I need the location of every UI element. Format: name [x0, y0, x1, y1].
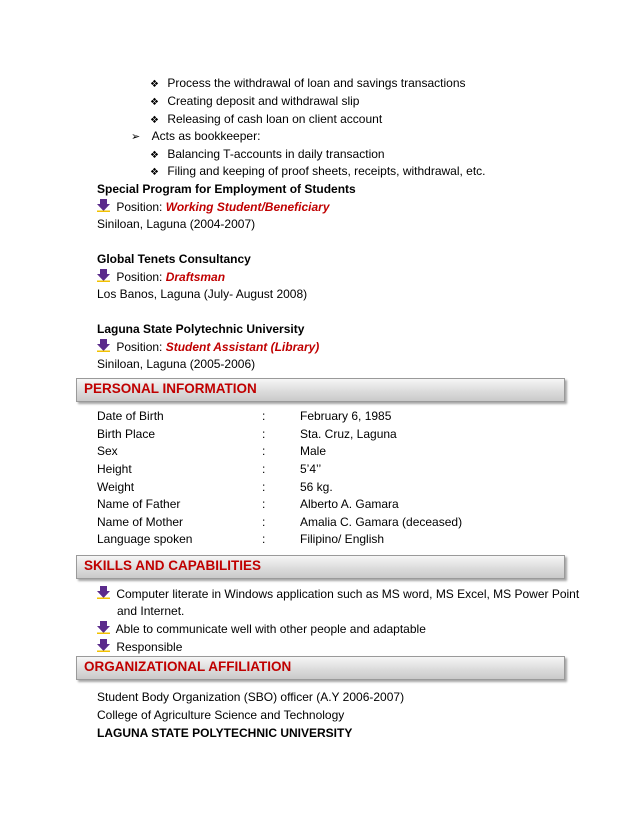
personal-info-row: Sex : Male: [97, 444, 327, 458]
sub-bullet-item: ❖ Balancing T-accounts in daily transaction: [150, 146, 385, 164]
skill-item: Responsible: [97, 638, 182, 655]
personal-info-row: Language spoken : Filipino/ English: [97, 532, 385, 546]
four-diamond-bullet-icon: ❖: [150, 97, 159, 108]
job-organization: Global Tenets Consultancy: [97, 252, 251, 266]
down-arrow-pin-icon: [97, 586, 113, 603]
skill-item: Able to communicate well with other people and adaptable: [97, 620, 426, 637]
personal-info-row: Name of Mother : Amalia C. Gamara (deceased): [97, 515, 463, 529]
job-position-line: Position: Student Assistant (Library): [97, 338, 319, 355]
sub-bullet-item: ❖ Filing and keeping of proof sheets, receipts, withdrawal, etc.: [150, 163, 486, 181]
job-location: Siniloan, Laguna (2005-2006): [97, 357, 256, 371]
job-position: Working Student/Beneficiary: [165, 200, 330, 214]
section-heading-skills: SKILLS AND CAPABILITIES: [76, 555, 565, 579]
four-diamond-bullet-icon: ❖: [150, 115, 159, 126]
job-position: Student Assistant (Library): [165, 340, 320, 354]
sub-bullet-item: ❖ Process the withdrawal of loan and savings transactions: [150, 75, 466, 93]
personal-info-row: Name of Father : Alberto A. Gamara: [97, 497, 399, 511]
skill-item-continuation: and Internet.: [117, 604, 185, 618]
down-arrow-pin-icon: [97, 339, 113, 356]
personal-info-row: Birth Place : Sta. Cruz, Laguna: [97, 427, 397, 441]
personal-info-row: Weight : 56 kg.: [97, 480, 333, 494]
down-arrow-pin-icon: [97, 639, 113, 656]
job-organization: Special Program for Employment of Students: [97, 182, 356, 196]
job-position-line: Position: Working Student/Beneficiary: [97, 198, 330, 215]
job-location: Siniloan, Laguna (2004-2007): [97, 217, 256, 231]
sub-bullet-item: ❖ Creating deposit and withdrawal slip: [150, 93, 359, 111]
four-diamond-bullet-icon: ❖: [150, 79, 159, 90]
affiliation-line: College of Agriculture Science and Technology: [97, 708, 345, 722]
down-arrow-pin-icon: [97, 199, 113, 216]
personal-info-row: Date of Birth : February 6, 1985: [97, 409, 392, 423]
affiliation-university: LAGUNA STATE POLYTECHNIC UNIVERSITY: [97, 726, 353, 740]
affiliation-line: Student Body Organization (SBO) officer (A.Y 2006-2007): [97, 690, 405, 704]
down-arrow-pin-icon: [97, 269, 113, 286]
section-heading-personal-information: PERSONAL INFORMATION: [76, 378, 565, 402]
skill-item: Computer literate in Windows application such as MS word, MS Excel, MS Power Point: [97, 585, 579, 602]
down-arrow-pin-icon: [97, 621, 113, 638]
section-heading-organizational-affiliation: ORGANIZATIONAL AFFILIATION: [76, 656, 565, 680]
sub-bullet-item: ❖ Releasing of cash loan on client account: [150, 111, 382, 129]
job-location: Los Banos, Laguna (July- August 2008): [97, 287, 308, 301]
job-position-line: Position: Draftsman: [97, 268, 225, 285]
arrow-bullet-icon: ➢: [131, 131, 141, 143]
four-diamond-bullet-icon: ❖: [150, 150, 159, 161]
job-organization: Laguna State Polytechnic University: [97, 322, 305, 336]
personal-info-row: Height : 5’4’’: [97, 462, 322, 476]
four-diamond-bullet-icon: ❖: [150, 167, 159, 178]
bookkeeper-item: ➢ Acts as bookkeeper:: [131, 129, 261, 143]
job-position: Draftsman: [165, 270, 226, 284]
